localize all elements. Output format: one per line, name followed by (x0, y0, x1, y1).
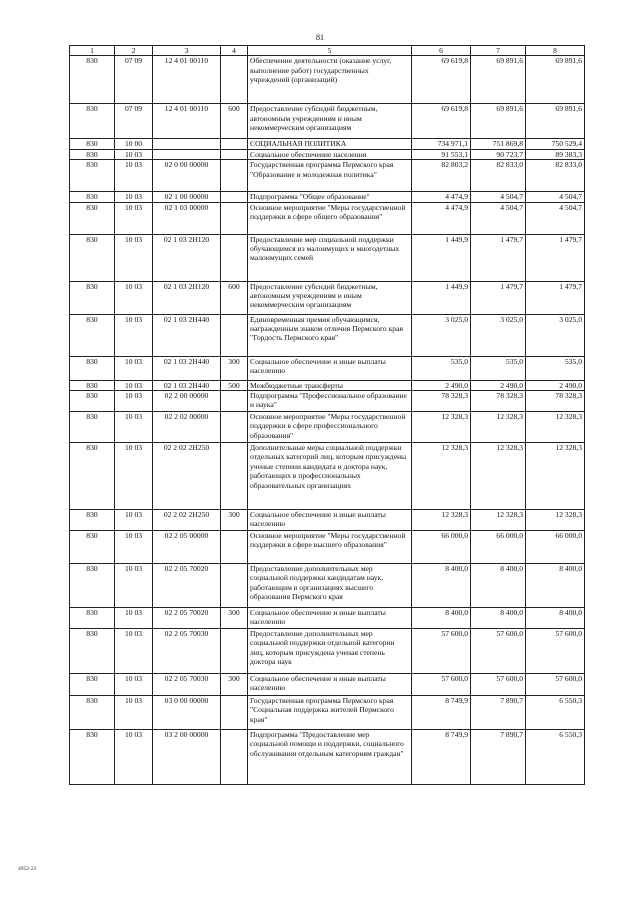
cell-description: Дополнительные меры социальной поддержки отдельных категорий лиц, которым присуждены ученые степени кандидата и доктора наук, работающих в профессиональных образовательных организациях (248, 443, 412, 510)
cell-description: Подпрограмма "Общее образование" (248, 192, 412, 202)
cell-amount-year3: 82 833,0 (526, 160, 585, 192)
cell-section: 10 03 (115, 531, 153, 564)
cell-target-article: 03 0 00 00000 (153, 696, 221, 730)
cell-expense-type: 300 (221, 510, 248, 531)
table-row (70, 629, 585, 674)
cell-target-article: 02 2 05 00000 (153, 531, 221, 564)
cell-section: 07 09 (115, 104, 153, 139)
cell-description: Социальное обеспечение населения (248, 149, 412, 159)
cell-amount-year2: 3 025,0 (471, 314, 526, 356)
cell-amount-year2: 751 869,8 (471, 139, 526, 149)
cell-amount-year2: 12 328,3 (471, 443, 526, 510)
cell-amount-year3: 12 328,3 (526, 443, 585, 510)
cell-expense-type: 600 (221, 104, 248, 139)
cell-admin-code: 830 (70, 380, 115, 390)
cell-amount-year2: 78 328,3 (471, 391, 526, 412)
cell-target-article: 02 1 03 2Н120 (153, 234, 221, 281)
cell-expense-type: 300 (221, 674, 248, 696)
cell-expense-type: 600 (221, 281, 248, 314)
table-row (70, 730, 585, 785)
cell-section: 10 03 (115, 730, 153, 785)
table-row (70, 234, 585, 281)
table-row (70, 192, 585, 202)
cell-amount-year1: 734 971,1 (412, 139, 471, 149)
cell-description: Предоставление субсидий бюджетным, автономным учреждениям и иным некоммерческим организациям (248, 104, 412, 139)
cell-description: Основное мероприятие "Меры государственной поддержки в сфере общего образования" (248, 202, 412, 234)
cell-expense-type (221, 234, 248, 281)
cell-admin-code: 830 (70, 531, 115, 564)
cell-expense-type (221, 730, 248, 785)
cell-amount-year2: 57 600,0 (471, 629, 526, 674)
cell-section: 10 03 (115, 674, 153, 696)
cell-amount-year1: 8 400,0 (412, 564, 471, 608)
cell-target-article: 12 4 01 00110 (153, 104, 221, 139)
cell-target-article: 02 2 02 00000 (153, 412, 221, 443)
cell-section: 10 03 (115, 629, 153, 674)
cell-target-article: 02 1 00 00000 (153, 192, 221, 202)
cell-section: 10 03 (115, 356, 153, 380)
cell-amount-year1: 12 328,3 (412, 443, 471, 510)
cell-admin-code: 830 (70, 202, 115, 234)
cell-target-article: 02 1 03 2Н120 (153, 281, 221, 314)
cell-admin-code: 830 (70, 192, 115, 202)
cell-amount-year1: 69 619,8 (412, 56, 471, 104)
cell-target-article: 02 2 02 2Н250 (153, 443, 221, 510)
cell-description: Социальное обеспечение и иные выплаты населению (248, 510, 412, 531)
cell-description: Основное мероприятие "Меры государственной поддержки в сфере профессионального образования" (248, 412, 412, 443)
budget-table (69, 45, 585, 785)
cell-section: 10 03 (115, 412, 153, 443)
cell-description: Межбюджетные трансферты (248, 380, 412, 390)
cell-amount-year3: 12 328,3 (526, 412, 585, 443)
cell-amount-year3: 8 400,0 (526, 608, 585, 629)
cell-expense-type (221, 314, 248, 356)
cell-section: 10 03 (115, 391, 153, 412)
cell-section: 10 03 (115, 234, 153, 281)
cell-admin-code: 830 (70, 356, 115, 380)
footer-code: 4952-22 (18, 866, 37, 872)
cell-target-article: 02 2 05 70020 (153, 564, 221, 608)
table-row (70, 202, 585, 234)
cell-amount-year1: 12 328,3 (412, 510, 471, 531)
cell-description: Предоставление дополнительных мер социальной поддержки кандидатам наук, работающим в организациях высшего образования Пермского края (248, 564, 412, 608)
cell-amount-year3: 57 600,0 (526, 629, 585, 674)
cell-amount-year1: 3 025,0 (412, 314, 471, 356)
cell-amount-year2: 1 479,7 (471, 234, 526, 281)
cell-admin-code: 830 (70, 391, 115, 412)
cell-admin-code: 830 (70, 696, 115, 730)
cell-amount-year2: 8 400,0 (471, 564, 526, 608)
cell-amount-year1: 4 474,9 (412, 192, 471, 202)
cell-amount-year2: 535,0 (471, 356, 526, 380)
cell-expense-type (221, 412, 248, 443)
table-row (70, 281, 585, 314)
cell-admin-code: 830 (70, 608, 115, 629)
cell-admin-code: 830 (70, 314, 115, 356)
cell-admin-code: 830 (70, 56, 115, 104)
cell-section: 10 03 (115, 510, 153, 531)
cell-description: Предоставление субсидий бюджетным, автономным учреждениям и иным некоммерческим организациям (248, 281, 412, 314)
cell-section: 10 03 (115, 564, 153, 608)
cell-target-article: 02 0 00 00000 (153, 160, 221, 192)
cell-expense-type (221, 564, 248, 608)
cell-amount-year3: 69 891,6 (526, 104, 585, 139)
col-header-1: 1 (70, 46, 115, 56)
cell-description: Государственная программа Пермского края "Образование и молодежная политика" (248, 160, 412, 192)
cell-amount-year2: 4 504,7 (471, 202, 526, 234)
cell-amount-year3: 4 504,7 (526, 202, 585, 234)
cell-amount-year3: 2 490,0 (526, 380, 585, 390)
col-header-7: 7 (471, 46, 526, 56)
cell-section: 10 03 (115, 202, 153, 234)
cell-amount-year3: 8 400,0 (526, 564, 585, 608)
cell-amount-year2: 7 890,7 (471, 730, 526, 785)
cell-description: СОЦИАЛЬНАЯ ПОЛИТИКА (248, 139, 412, 149)
cell-section: 10 03 (115, 443, 153, 510)
cell-description: Государственная программа Пермского края "Социальная поддержка жителей Пермского края" (248, 696, 412, 730)
cell-description: Предоставление мер социальной поддержки обучающимся из малоимущих и многодетных малоимущих семей (248, 234, 412, 281)
cell-amount-year2: 82 833,0 (471, 160, 526, 192)
cell-expense-type (221, 202, 248, 234)
cell-amount-year2: 12 328,3 (471, 412, 526, 443)
cell-expense-type (221, 56, 248, 104)
cell-description: Единовременная премия обучающимся, награжденным знаком отличия Пермского края "Гордость Пермского края" (248, 314, 412, 356)
cell-amount-year1: 535,0 (412, 356, 471, 380)
table-row (70, 356, 585, 380)
cell-description: Предоставление дополнительных мер социальной поддержки отдельной категории лиц, которым присуждена ученая степень доктора наук (248, 629, 412, 674)
cell-expense-type (221, 443, 248, 510)
col-header-4: 4 (221, 46, 248, 56)
cell-admin-code: 830 (70, 629, 115, 674)
cell-expense-type: 300 (221, 608, 248, 629)
cell-expense-type (221, 391, 248, 412)
cell-amount-year1: 78 328,3 (412, 391, 471, 412)
cell-amount-year2: 4 504,7 (471, 192, 526, 202)
cell-amount-year3: 535,0 (526, 356, 585, 380)
cell-amount-year3: 750 529,4 (526, 139, 585, 149)
cell-amount-year3: 6 550,3 (526, 696, 585, 730)
cell-section: 10 00 (115, 139, 153, 149)
cell-expense-type (221, 531, 248, 564)
cell-description: Социальное обеспечение и иные выплаты населению (248, 608, 412, 629)
table-row (70, 380, 585, 390)
cell-amount-year3: 57 600,0 (526, 674, 585, 696)
cell-admin-code: 830 (70, 510, 115, 531)
cell-amount-year1: 4 474,9 (412, 202, 471, 234)
cell-amount-year2: 69 891,6 (471, 56, 526, 104)
cell-section: 10 03 (115, 380, 153, 390)
cell-amount-year3: 1 479,7 (526, 234, 585, 281)
cell-target-article: 02 1 03 2Н440 (153, 380, 221, 390)
col-header-5: 5 (248, 46, 412, 56)
cell-amount-year1: 82 803,2 (412, 160, 471, 192)
cell-admin-code: 830 (70, 234, 115, 281)
cell-target-article: 02 2 05 70020 (153, 608, 221, 629)
cell-amount-year2: 90 723,7 (471, 149, 526, 159)
cell-amount-year2: 12 328,3 (471, 510, 526, 531)
cell-section: 10 03 (115, 696, 153, 730)
cell-section: 07 09 (115, 56, 153, 104)
cell-target-article: 12 4 01 00110 (153, 56, 221, 104)
cell-amount-year2: 69 891,6 (471, 104, 526, 139)
cell-amount-year2: 7 890,7 (471, 696, 526, 730)
cell-description: Социальное обеспечение и иные выплаты населению (248, 356, 412, 380)
cell-section: 10 03 (115, 160, 153, 192)
cell-admin-code: 830 (70, 104, 115, 139)
table-row (70, 314, 585, 356)
cell-amount-year1: 2 490,0 (412, 380, 471, 390)
cell-amount-year3: 69 891,6 (526, 56, 585, 104)
cell-amount-year3: 3 025,0 (526, 314, 585, 356)
cell-section: 10 03 (115, 608, 153, 629)
col-header-8: 8 (526, 46, 585, 56)
cell-amount-year3: 66 000,0 (526, 531, 585, 564)
table-row (70, 674, 585, 696)
cell-amount-year2: 1 479,7 (471, 281, 526, 314)
cell-expense-type (221, 139, 248, 149)
cell-amount-year2: 2 490,0 (471, 380, 526, 390)
cell-admin-code: 830 (70, 564, 115, 608)
table-row (70, 149, 585, 159)
cell-target-article (153, 149, 221, 159)
cell-admin-code: 830 (70, 674, 115, 696)
cell-expense-type (221, 192, 248, 202)
cell-expense-type: 500 (221, 380, 248, 390)
cell-amount-year1: 91 553,1 (412, 149, 471, 159)
cell-expense-type (221, 696, 248, 730)
table-body (70, 56, 585, 785)
cell-amount-year2: 8 400,0 (471, 608, 526, 629)
cell-expense-type (221, 160, 248, 192)
table-row (70, 56, 585, 104)
table-row (70, 696, 585, 730)
cell-amount-year1: 8 749,9 (412, 696, 471, 730)
cell-target-article (153, 139, 221, 149)
cell-amount-year1: 69 619,8 (412, 104, 471, 139)
cell-amount-year1: 8 749,9 (412, 730, 471, 785)
table-row (70, 510, 585, 531)
cell-amount-year1: 12 328,3 (412, 412, 471, 443)
cell-target-article: 02 1 03 00000 (153, 202, 221, 234)
cell-admin-code: 830 (70, 281, 115, 314)
table-row (70, 564, 585, 608)
cell-expense-type (221, 149, 248, 159)
header-row (70, 46, 585, 56)
cell-target-article: 02 1 03 2Н440 (153, 314, 221, 356)
cell-admin-code: 830 (70, 160, 115, 192)
col-header-2: 2 (115, 46, 153, 56)
cell-target-article: 02 2 00 00000 (153, 391, 221, 412)
cell-amount-year1: 1 449,9 (412, 234, 471, 281)
cell-expense-type (221, 629, 248, 674)
cell-target-article: 03 2 00 00000 (153, 730, 221, 785)
cell-amount-year2: 66 000,0 (471, 531, 526, 564)
cell-description: Подпрограмма "Предоставление мер социальной помощи и поддержки, социального обслуживания отдельным категориям граждан" (248, 730, 412, 785)
cell-amount-year1: 57 600,0 (412, 674, 471, 696)
cell-amount-year2: 57 600,0 (471, 674, 526, 696)
cell-amount-year1: 1 449,9 (412, 281, 471, 314)
cell-target-article: 02 2 05 70030 (153, 674, 221, 696)
cell-admin-code: 830 (70, 139, 115, 149)
cell-target-article: 02 1 03 2Н440 (153, 356, 221, 380)
cell-section: 10 03 (115, 314, 153, 356)
col-header-3: 3 (153, 46, 221, 56)
cell-amount-year1: 57 600,0 (412, 629, 471, 674)
cell-amount-year3: 4 504,7 (526, 192, 585, 202)
table-row (70, 139, 585, 149)
cell-section: 10 03 (115, 192, 153, 202)
cell-description: Основное мероприятие "Меры государственной поддержки в сфере высшего образования" (248, 531, 412, 564)
table-row (70, 391, 585, 412)
cell-description: Обеспечение деятельности (оказание услуг, выполнение работ) государственных учреждений (организаций) (248, 56, 412, 104)
cell-target-article: 02 2 02 2Н250 (153, 510, 221, 531)
cell-amount-year3: 6 550,3 (526, 730, 585, 785)
table-row (70, 412, 585, 443)
cell-section: 10 03 (115, 149, 153, 159)
table-row (70, 608, 585, 629)
cell-amount-year3: 1 479,7 (526, 281, 585, 314)
col-header-6: 6 (412, 46, 471, 56)
cell-admin-code: 830 (70, 730, 115, 785)
cell-admin-code: 830 (70, 443, 115, 510)
cell-target-article: 02 2 05 70030 (153, 629, 221, 674)
cell-description: Подпрограмма "Профессиональное образование и наука" (248, 391, 412, 412)
table-row (70, 104, 585, 139)
cell-description: Социальное обеспечение и иные выплаты населению (248, 674, 412, 696)
cell-admin-code: 830 (70, 412, 115, 443)
cell-amount-year1: 66 000,0 (412, 531, 471, 564)
cell-amount-year3: 89 383,3 (526, 149, 585, 159)
cell-expense-type: 300 (221, 356, 248, 380)
cell-amount-year3: 78 328,3 (526, 391, 585, 412)
cell-amount-year3: 12 328,3 (526, 510, 585, 531)
table-row (70, 443, 585, 510)
cell-section: 10 03 (115, 281, 153, 314)
table-row (70, 531, 585, 564)
cell-admin-code: 830 (70, 149, 115, 159)
table-row (70, 160, 585, 192)
page-number: 81 (316, 33, 324, 42)
cell-amount-year1: 8 400,0 (412, 608, 471, 629)
